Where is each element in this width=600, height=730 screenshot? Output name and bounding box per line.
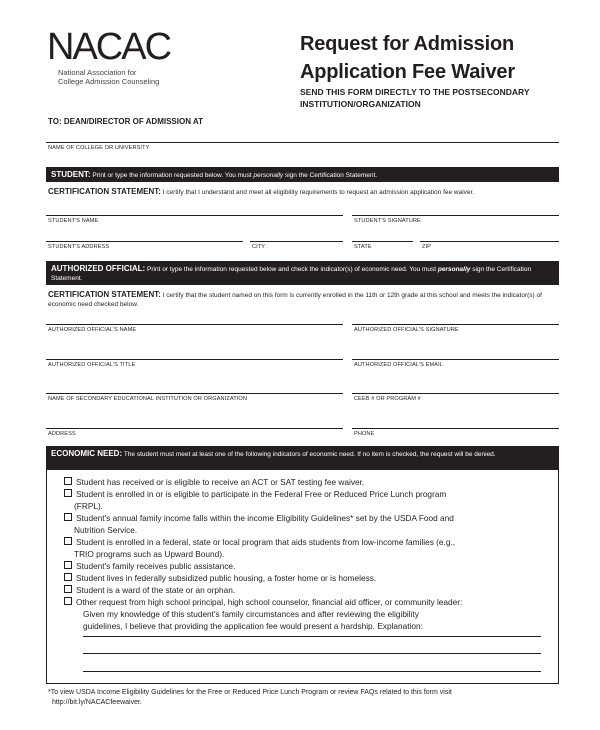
explanation-line-1[interactable] bbox=[83, 636, 541, 637]
official-title-label: AUTHORIZED OFFICIAL'S TITLE bbox=[48, 362, 136, 368]
official-name-field[interactable] bbox=[46, 324, 343, 325]
footnote-line-1: *To view USDA Income Eligibility Guidelines for the Free or Reduced Price Lunch Program or review FAQs related to this form visit bbox=[48, 689, 452, 696]
need-item-text: Student's family receives public assistance. bbox=[76, 561, 236, 571]
send-instruction bbox=[300, 86, 530, 110]
need-item-frpl-cont: (FRPL). bbox=[74, 501, 104, 511]
official-signature-field[interactable] bbox=[352, 324, 559, 325]
official-bar-heading: AUTHORIZED OFFICIAL: bbox=[51, 264, 146, 273]
institution-label: NAME OF SECONDARY EDUCATIONAL INSTITUTION OR ORGANIZATION bbox=[48, 396, 248, 402]
checkbox[interactable] bbox=[64, 573, 72, 581]
official-title-field[interactable] bbox=[46, 359, 343, 360]
need-item-text: Student's annual family income falls within the income Eligibility Guidelines* set by the USDA Food and bbox=[76, 513, 454, 523]
need-item-frpl[interactable] bbox=[64, 489, 544, 501]
economic-need-heading: ECONOMIC NEED: bbox=[51, 449, 123, 458]
student-signature-field[interactable] bbox=[352, 215, 559, 216]
checkbox[interactable] bbox=[64, 489, 72, 497]
official-bar-emphasis: personally bbox=[437, 266, 471, 273]
phone-label: PHONE bbox=[354, 431, 375, 437]
student-name-field[interactable] bbox=[46, 215, 343, 216]
address-label: ADDRESS bbox=[48, 431, 76, 437]
phone-field[interactable] bbox=[352, 428, 559, 429]
need-item-housing[interactable] bbox=[64, 573, 544, 585]
footnote-link[interactable]: http://bit.ly/NACACfeewaiver. bbox=[52, 699, 142, 706]
need-item-act-sat[interactable] bbox=[64, 477, 544, 489]
need-item-income[interactable] bbox=[64, 513, 544, 525]
student-bar-text: Print or type the information requested below. You must bbox=[90, 172, 254, 179]
checkbox[interactable] bbox=[64, 477, 72, 485]
zip-label: ZIP bbox=[422, 244, 432, 250]
need-item-text: Student has received or is eligible to receive an ACT or SAT testing fee waiver. bbox=[76, 477, 365, 487]
checkbox[interactable] bbox=[64, 561, 72, 569]
need-item-other-cont-2: guidelines, I believe that providing the application fee would present a hardship. Explanation: bbox=[83, 621, 423, 631]
student-name-label: STUDENT'S NAME bbox=[48, 218, 99, 224]
logo-subtitle bbox=[58, 68, 159, 86]
ceeb-label: CEEB # OR PROGRAM # bbox=[354, 396, 421, 402]
college-label: NAME OF COLLEGE OR UNIVERSITY bbox=[48, 145, 150, 151]
college-field[interactable] bbox=[46, 142, 559, 143]
need-item-other-cont-1: Given my knowledge of this student's family circumstances and after reviewing the eligibility bbox=[83, 609, 419, 619]
checkbox[interactable] bbox=[64, 597, 72, 605]
student-bar bbox=[46, 167, 559, 182]
need-item-assistance[interactable] bbox=[64, 561, 544, 573]
need-item-text: Other request from high school principal, high school counselor, financial aid officer, or community leader: bbox=[76, 597, 463, 607]
official-bar-text: Print or type the information requested below and check the indicator(s) of economic need. You must bbox=[145, 266, 438, 273]
economic-need-text: The student must meet at least one of the following indicators of economic need. If no item is checked, the request will be denied. bbox=[122, 451, 496, 458]
logo-subtitle-line-2: College Admission Counseling bbox=[58, 77, 160, 86]
explanation-line-3[interactable] bbox=[83, 671, 541, 672]
need-item-program[interactable] bbox=[64, 537, 544, 549]
address-field[interactable] bbox=[46, 428, 343, 429]
need-item-text: Student is enrolled in or is eligible to participate in the Federal Free or Reduced Price Lunch program bbox=[76, 489, 447, 499]
explanation-line-2[interactable] bbox=[83, 653, 541, 654]
student-bar-text-end: sign the Certification Statement. bbox=[283, 172, 378, 179]
ceeb-field[interactable] bbox=[352, 393, 559, 394]
official-certification bbox=[48, 290, 558, 309]
footnote bbox=[48, 688, 558, 708]
nacac-logo: NACAC bbox=[47, 26, 171, 68]
student-address-field[interactable] bbox=[46, 241, 243, 242]
checkbox[interactable] bbox=[64, 585, 72, 593]
official-cert-text: I certify that the student named on this form is currently enrolled in the 11th or 12th grade at this school and meets the indicator(s) of economic need checked below. bbox=[48, 292, 542, 308]
need-item-program-cont: TRIO programs such as Upward Bound). bbox=[74, 549, 225, 559]
student-signature-label: STUDENT'S SIGNATURE bbox=[354, 218, 421, 224]
official-email-field[interactable] bbox=[352, 359, 559, 360]
send-instruction-line-2: INSTITUTION/ORGANIZATION bbox=[300, 99, 421, 109]
student-certification bbox=[48, 187, 558, 197]
need-item-text: Student is a ward of the state or an orphan. bbox=[76, 585, 236, 595]
official-cert-heading: CERTIFICATION STATEMENT: bbox=[48, 290, 161, 299]
institution-field[interactable] bbox=[46, 393, 343, 394]
page-title-line-2: Application Fee Waiver bbox=[300, 61, 515, 83]
official-name-label: AUTHORIZED OFFICIAL'S NAME bbox=[48, 327, 137, 333]
page-title-line-1: Request for Admission bbox=[300, 33, 514, 55]
need-item-ward[interactable] bbox=[64, 585, 544, 597]
economic-need-bar bbox=[46, 446, 559, 470]
zip-field[interactable] bbox=[420, 241, 559, 242]
student-cert-heading: CERTIFICATION STATEMENT: bbox=[48, 187, 161, 196]
student-bar-heading: STUDENT: bbox=[51, 170, 91, 179]
official-email-label: AUTHORIZED OFFICIAL'S EMAIL bbox=[354, 362, 443, 368]
send-instruction-line-1: SEND THIS FORM DIRECTLY TO THE POSTSECONDARY bbox=[300, 87, 530, 97]
need-item-income-cont: Nutrition Service. bbox=[74, 525, 138, 535]
need-item-text: Student lives in federally subsidized public housing, a foster home or is homeless. bbox=[76, 573, 377, 583]
student-address-label: STUDENT'S ADDRESS bbox=[48, 244, 110, 250]
need-item-text: Student is enrolled in a federal, state or local program that aids students from low-income families (e.g., bbox=[76, 537, 456, 547]
need-item-other[interactable] bbox=[64, 597, 544, 609]
official-bar bbox=[46, 261, 559, 285]
student-bar-emphasis: personally bbox=[253, 172, 284, 179]
official-signature-label: AUTHORIZED OFFICIAL'S SIGNATURE bbox=[354, 327, 459, 333]
official-bar-text-end: sign the Certification Statement. bbox=[51, 266, 532, 282]
city-field[interactable] bbox=[250, 241, 343, 242]
checkbox[interactable] bbox=[64, 513, 72, 521]
logo-subtitle-line-1: National Association for bbox=[58, 68, 137, 77]
city-label: CITY bbox=[252, 244, 266, 250]
student-cert-text: I certify that I understand and meet all eligibility requirements to request an admission application fee waiver. bbox=[160, 189, 475, 196]
to-heading: TO: DEAN/DIRECTOR OF ADMISSION AT bbox=[48, 117, 203, 126]
state-label: STATE bbox=[354, 244, 372, 250]
state-field[interactable] bbox=[352, 241, 413, 242]
page-title bbox=[300, 30, 515, 86]
checkbox[interactable] bbox=[64, 537, 72, 545]
